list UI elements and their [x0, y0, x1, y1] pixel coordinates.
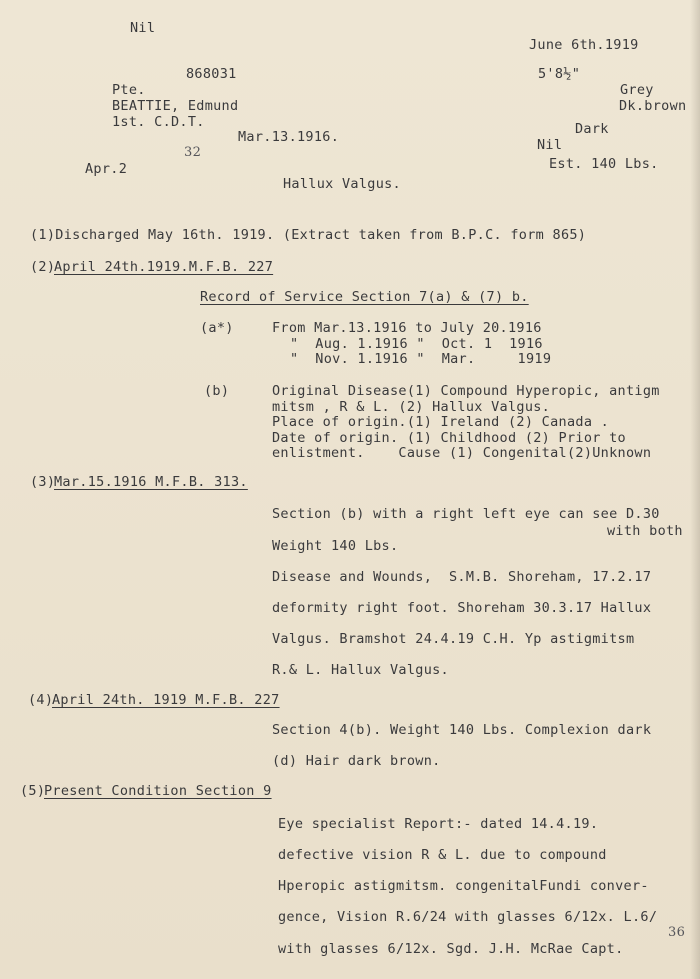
weight: Est. 140 Lbs.: [549, 156, 659, 172]
line-2-number: (2): [30, 259, 56, 275]
hair-colour: Dk.brown: [619, 98, 687, 114]
eye-report-line-4: gence, Vision R.6/24 with glasses 6/12x. L.6/: [278, 909, 658, 925]
disease-line-2: mitsm , R & L. (2) Hallux Valgus.: [272, 399, 551, 415]
eye-colour: Grey: [620, 82, 654, 98]
section-b-label: (b): [204, 383, 230, 399]
service-line-2: " Aug. 1.1916 " Oct. 1 1916: [290, 336, 543, 352]
disease-wounds-line-3: Valgus. Bramshot 24.4.19 C.H. Yp astigmitsm: [272, 631, 635, 647]
line-4-heading: April 24th. 1919 M.F.B. 227: [52, 692, 280, 708]
disease-wounds-line-4: R.& L. Hallux Valgus.: [272, 662, 449, 678]
weight-line: Weight 140 Lbs.: [272, 538, 399, 554]
disease-line-4: Date of origin. (1) Childhood (2) Prior to: [272, 430, 626, 446]
line-3-heading: Mar.15.1916 M.F.B. 313.: [54, 474, 248, 490]
height-value: 5'8½": [538, 66, 581, 82]
service-line-3: " Nov. 1.1916 " Mar. 1919: [290, 351, 552, 367]
nil-label: Nil: [130, 20, 156, 36]
complexion: Dark: [575, 121, 609, 137]
regimental-number: 868031: [186, 66, 237, 82]
section-b-text-continued: with both: [607, 523, 683, 539]
eye-report-line-2: defective vision R & L. due to compound: [278, 847, 607, 863]
eye-report-line-5: with glasses 6/12x. Sgd. J.H. McRae Capt.: [278, 941, 624, 957]
section-a-label: (a*): [200, 320, 234, 336]
apr-date: Apr.2: [85, 161, 128, 177]
page-number: 36: [668, 925, 686, 940]
service-line-1: From Mar.13.1916 to July 20.1916: [272, 320, 542, 336]
record-of-service-heading: Record of Service Section 7(a) & (7) b.: [200, 289, 529, 305]
disease-line-3: Place of origin.(1) Ireland (2) Canada .: [272, 414, 610, 430]
soldier-name: BEATTIE, Edmund: [112, 98, 239, 114]
disease-wounds-line-1: Disease and Wounds, S.M.B. Shoreham, 17.2.17: [272, 569, 652, 585]
line-5-heading: Present Condition Section 9: [44, 783, 272, 799]
rank: Pte.: [112, 82, 146, 98]
nil-secondary: Nil: [537, 137, 563, 153]
disease-wounds-line-2: deformity right foot. Shoreham 30.3.17 Hallux: [272, 600, 652, 616]
eye-report-line-1: Eye specialist Report:- dated 14.4.19.: [278, 816, 599, 832]
age: 32: [184, 145, 202, 160]
disability: Hallux Valgus.: [283, 176, 401, 192]
section-4b-line: Section 4(b). Weight 140 Lbs. Complexion dark: [272, 722, 652, 738]
enlistment-date: Mar.13.1916.: [238, 129, 340, 145]
page-edge-shadow: [690, 0, 700, 979]
disease-line-5: enlistment. Cause (1) Congenital(2)Unknown: [272, 445, 652, 461]
eye-report-line-3: Hperopic astigmitsm. congenitalFundi conver-: [278, 878, 649, 894]
line-1: (1)Discharged May 16th. 1919. (Extract taken from B.P.C. form 865): [30, 227, 587, 243]
disease-line-1: Original Disease(1) Compound Hyperopic, antigm: [272, 383, 660, 399]
unit: 1st. C.D.T.: [112, 114, 205, 130]
line-2-heading: April 24th.1919.M.F.B. 227: [54, 259, 274, 275]
line-4-number: (4): [28, 692, 54, 708]
hair-line: (d) Hair dark brown.: [272, 753, 441, 769]
section-b-text: Section (b) with a right left eye can see D.30: [272, 506, 660, 522]
report-date: June 6th.1919: [529, 37, 639, 53]
line-3-number: (3): [30, 474, 56, 490]
line-5-number: (5): [20, 783, 46, 799]
